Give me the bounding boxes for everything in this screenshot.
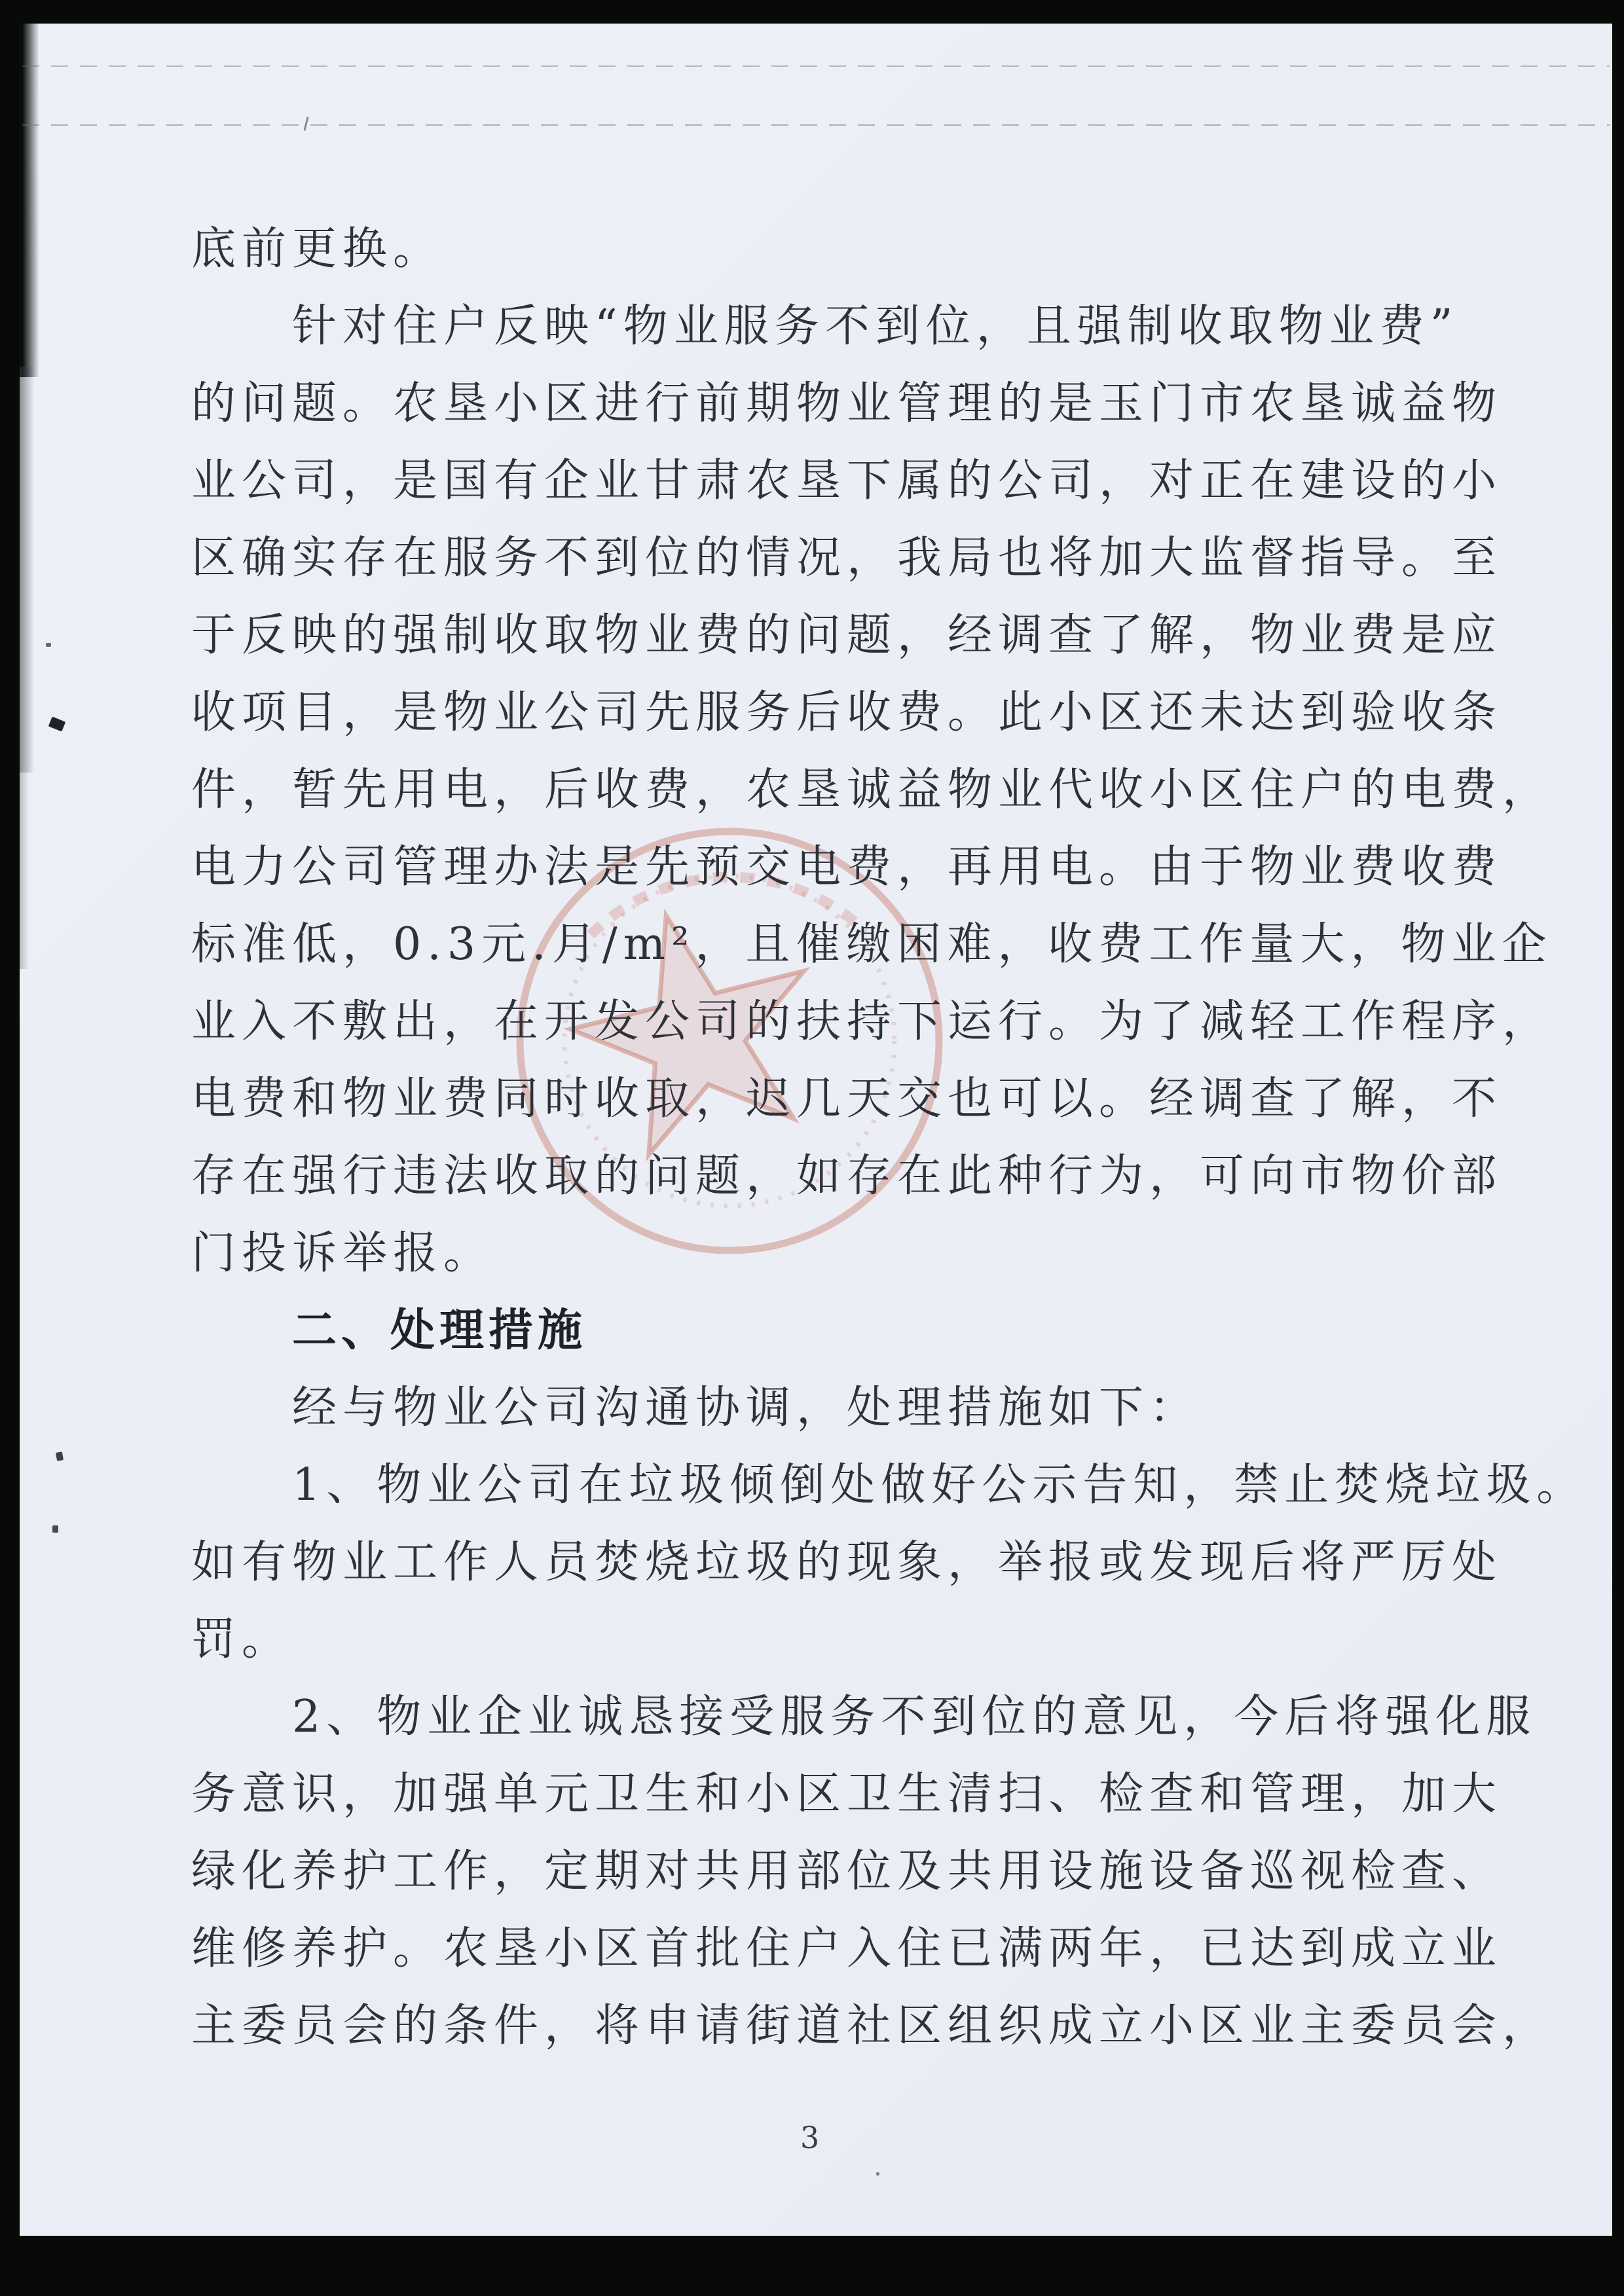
document-line: 绿化养护工作，定期对共用部位及共用设施设备巡视检查、 (191, 1846, 1503, 1897)
document-line: 业入不敷出，在开发公司的扶持下运行。为了减轻工作程序， (191, 996, 1553, 1048)
document-line: 经与物业公司沟通协调，处理措施如下： (292, 1382, 1200, 1434)
document-line: 1、物业公司在垃圾倾倒处做好公示告知，禁止焚烧垃圾。 (292, 1459, 1587, 1511)
scanner-edge-shadow (20, 24, 39, 377)
document-line: 收项目，是物业公司先服务后收费。此小区还未达到验收条 (191, 687, 1503, 738)
document-line: 件，暂先用电，后收费，农垦诚益物业代收小区住户的电费， (191, 764, 1553, 816)
document-line: 针对住户反映“物业服务不到位，且强制收取物业费” (292, 301, 1459, 352)
document-line: 的问题。农垦小区进行前期物业管理的是玉门市农垦诚益物 (191, 378, 1503, 429)
document-line: 电费和物业费同时收取，迟几天交也可以。经调查了解，不 (191, 1073, 1503, 1125)
ink-speck (46, 643, 51, 647)
scanner-edge-shadow (20, 367, 34, 773)
document-line: 维修养护。农垦小区首批住户入住已满两年，已达到成立业 (191, 1923, 1503, 1975)
section-heading: 二、处理措施 (292, 1305, 587, 1357)
document-line: 标准低，0.3元.月/m²，且催缴困难，收费工作量大，物业企 (191, 919, 1553, 970)
ink-speck (56, 1451, 64, 1461)
document-line: 电力公司管理办法是先预交电费，再用电。由于物业费收费 (191, 841, 1503, 893)
ink-speck (52, 1525, 58, 1533)
document-line: 务意识，加强单元卫生和小区卫生清扫、检查和管理，加大 (191, 1768, 1503, 1820)
document-line: 业公司，是国有企业甘肃农垦下属的公司，对正在建设的小 (191, 455, 1503, 507)
document-line: 如有物业工作人员焚烧垃圾的现象，举报或发现后将严厉处 (191, 1537, 1503, 1588)
document-body (191, 211, 1587, 2065)
scan-artifact-line (22, 124, 1610, 126)
document-line: 2、物业企业诚恳接受服务不到位的意见，今后将强化服 (292, 1691, 1537, 1743)
document-line: 于反映的强制收取物业费的问题，经调查了解，物业费是应 (191, 610, 1503, 661)
ink-speck (876, 2172, 879, 2176)
document-line: 罚。 (191, 1614, 293, 1666)
scan-artifact-line (22, 65, 1610, 67)
document-line: 主委员会的条件，将申请街道社区组织成立小区业主委员会， (191, 2000, 1553, 2052)
scanner-edge-shadow (20, 773, 29, 969)
page-number: 3 (800, 2120, 820, 2155)
document-line: 门投诉举报。 (191, 1228, 494, 1279)
document-line: 底前更换。 (191, 223, 444, 275)
document-line: 存在强行违法收取的问题，如存在此种行为，可向市物价部 (191, 1150, 1503, 1202)
document-line: 区确实存在服务不到位的情况，我局也将加大监督指导。至 (191, 532, 1503, 584)
